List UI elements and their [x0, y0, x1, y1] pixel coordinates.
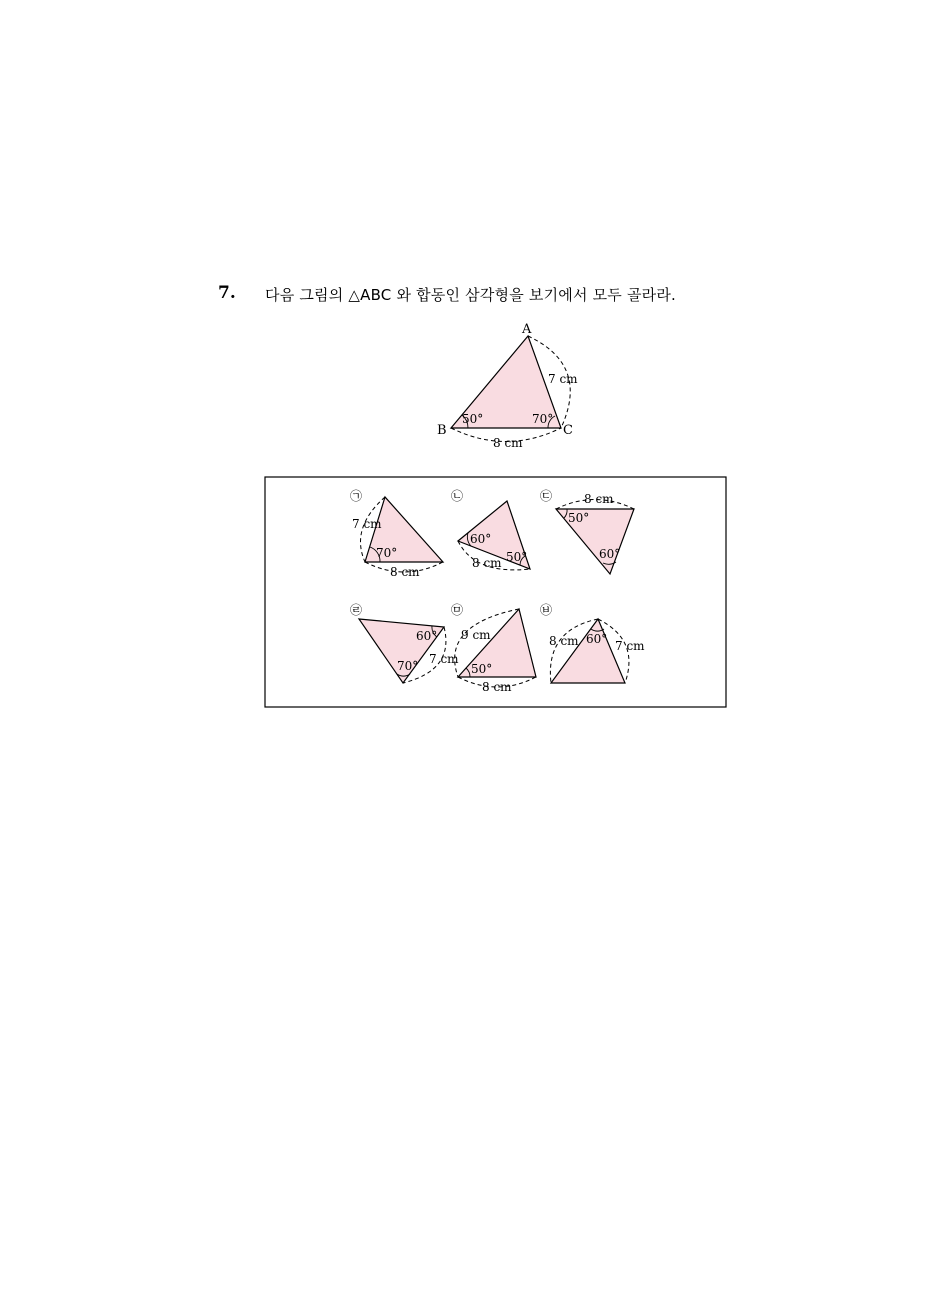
side-bc-label: 8 cm: [493, 436, 523, 450]
choice-3: [540, 489, 634, 574]
choice-label: 50°: [568, 511, 590, 525]
choice-label: 60°: [599, 547, 621, 561]
choice-marker: ㉣: [350, 603, 363, 617]
choice-triangle: [458, 609, 536, 677]
choice-label: 60°: [470, 532, 492, 546]
choice-1: [350, 489, 443, 579]
vertex-b-label: B: [437, 423, 447, 438]
choice-label: 70°: [376, 546, 398, 560]
choice-marker: ㉠: [350, 489, 363, 503]
choice-label: 7 cm: [352, 517, 382, 531]
main-triangle: [437, 322, 578, 450]
choice-label: 8 cm: [472, 556, 502, 570]
choice-marker: ㉡: [451, 489, 464, 503]
choice-label: 60°: [586, 632, 608, 646]
question-number: 7.: [218, 283, 236, 303]
choice-label: 50°: [471, 662, 493, 676]
choice-label: 9 cm: [461, 628, 491, 642]
choice-label: 8 cm: [482, 680, 512, 694]
question-text: 다음 그림의 △ABC 와 합동인 삼각형을 보기에서 모두 골라라.: [265, 286, 676, 304]
choice-2: [451, 489, 530, 570]
choice-label: 50°: [506, 550, 528, 564]
choice-marker: ㉢: [540, 489, 553, 503]
choice-label: 60°: [416, 629, 438, 643]
choice-label: 8 cm: [584, 492, 614, 506]
choice-label: 8 cm: [549, 634, 579, 648]
vertex-a-label: A: [522, 322, 532, 337]
choice-4: [350, 603, 459, 683]
choice-label: 7 cm: [615, 639, 645, 653]
choice-triangle: [551, 619, 625, 683]
side-ac-label: 7 cm: [548, 372, 578, 386]
choice-5: [451, 603, 536, 694]
choice-label: 70°: [397, 659, 419, 673]
choice-label: 8 cm: [390, 565, 420, 579]
choice-marker: ㉥: [540, 603, 553, 617]
choice-marker: ㉤: [451, 603, 464, 617]
choice-6: [540, 603, 645, 683]
vertex-c-label: C: [563, 423, 573, 438]
angle-c-label: 70°: [532, 412, 554, 426]
choice-label: 7 cm: [429, 652, 459, 666]
angle-b-label: 50°: [462, 412, 484, 426]
